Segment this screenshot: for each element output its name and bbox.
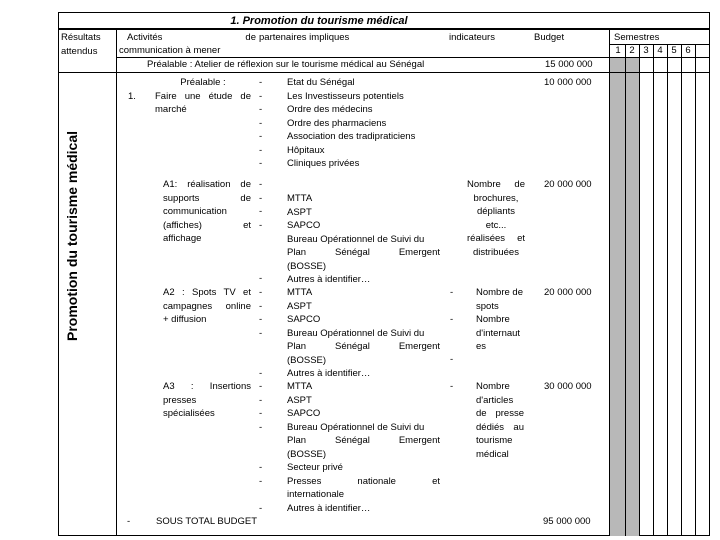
semester-divider-6 [695, 44, 696, 536]
col-divider-7 [609, 29, 610, 536]
semester-divider-2 [639, 44, 640, 536]
dash-a2-autres: - [259, 368, 263, 379]
partners-a1: MTTA ASPT SAPCO Bureau Opérationnel de Suivi du Plan Sénégal Emergent (BOSSE) Autres à identifier… [287, 193, 440, 285]
header-indicateurs: indicateurs [449, 32, 495, 43]
col-divider-1 [116, 29, 117, 536]
semester-divider-5 [681, 44, 682, 536]
sous-total-label: SOUS TOTAL BUDGET [156, 516, 258, 527]
indicator-dash-a2-1: - [450, 287, 454, 298]
budget-a1: 20 000 000 [544, 179, 592, 190]
prealable-row-budget: 15 000 000 [545, 59, 593, 70]
semester-divider-3 [653, 44, 654, 536]
semester-divider-1 [625, 44, 626, 536]
activity-etude-marche: Préalable : Faire une étude de marché [155, 77, 251, 115]
partners-a3: MTTA ASPT SAPCO Bureau Opérationnel de Suivi du Plan Sénégal Emergent (BOSSE) Secteur privé Presses nationale et internationale Autres à identifier… [287, 381, 440, 514]
semester-2-shading [625, 57, 639, 536]
dashes-etude-marche: - - - - - - - [259, 77, 263, 169]
dash-a3-secteur: - [259, 462, 263, 473]
result-number: 1. [128, 91, 136, 102]
dash-a1-autres: - [259, 273, 263, 284]
indicators-a2: Nombre de spots Nombre d'internaut es [476, 287, 523, 352]
indicators-a3: Nombre d'articles de presse dédiés au tourisme médical [476, 381, 524, 460]
budget-a2: 20 000 000 [544, 287, 592, 298]
semester-number-1: 1 [615, 45, 621, 56]
header-budget: Budget [534, 32, 565, 43]
table-title: 1. Promotion du tourisme médical [58, 12, 710, 29]
semester-1-shading [610, 57, 625, 536]
prealable-row-line [58, 72, 710, 73]
semester-number-6: 6 [685, 45, 691, 56]
semester-number-2: 2 [629, 45, 635, 56]
indicator-dash-a2-3: - [450, 354, 454, 365]
activity-a2: A2 : Spots TV et campagnes online + diffusion [163, 287, 251, 325]
dash-a3-presses: - [259, 476, 263, 487]
header-resultats: Résultats attendus [61, 32, 101, 57]
dashes-a2: - - - - [259, 287, 263, 339]
indicator-dash-a3: - [450, 381, 454, 392]
header-activites: Activités de [127, 32, 256, 43]
activity-a3: A3 : Insertions presses spécialisées [163, 381, 251, 419]
budget-etude-marche: 10 000 000 [544, 77, 592, 88]
sous-total-budget: 95 000 000 [543, 516, 591, 527]
partners-etude-marche: Etat du Sénégal Les Investisseurs potentiels Ordre des médecins Ordre des pharmaciens Association des tradipraticiens Hôpitaux Cliniques privées [287, 77, 416, 169]
header-semestres: Semestres [614, 32, 660, 43]
semester-number-3: 3 [643, 45, 649, 56]
dashes-a3: - - - - [259, 381, 263, 433]
dashes-a1: - - - - [259, 179, 263, 231]
budget-a3: 30 000 000 [544, 381, 592, 392]
indicators-a1: Nombre de brochures, dépliants etc... réalisées et distribuées [467, 179, 525, 258]
semester-number-4: 4 [657, 45, 663, 56]
semester-divider-4 [667, 44, 668, 536]
partners-a2: MTTA ASPT SAPCO Bureau Opérationnel de Suivi du Plan Sénégal Emergent (BOSSE) Autres à identifier… [287, 287, 440, 379]
indicator-dash-a2-2: - [450, 314, 454, 325]
prealable-row-text: Préalable : Atelier de réflexion sur le tourisme médical au Sénégal [147, 59, 425, 70]
header-activites-line2: communication à mener [119, 45, 221, 56]
activity-a1: A1: réalisation de supports de communication (affiches) et affichage [163, 179, 251, 244]
dash-a3-autres: - [259, 503, 263, 514]
header-partenaires: partenaires impliques [259, 32, 350, 43]
sous-total-dash: - [127, 516, 131, 527]
semester-number-5: 5 [671, 45, 677, 56]
